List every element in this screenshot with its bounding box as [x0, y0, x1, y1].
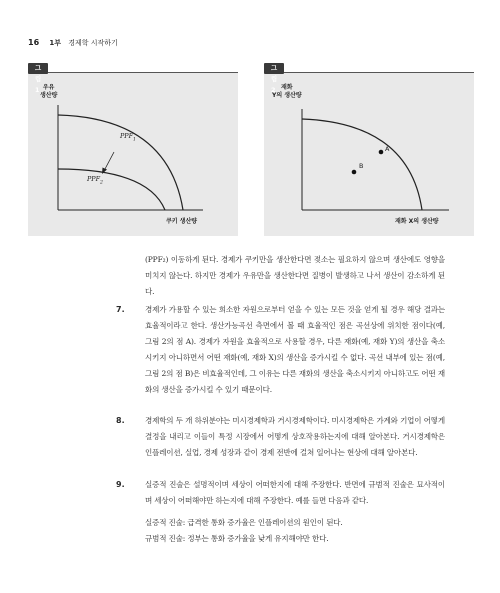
page-number: 16: [28, 38, 40, 47]
item-text: 경제가 가용할 수 있는 희소한 자원으로부터 얻을 수 있는 모든 것을 얻게 될 경우 해당 결과는 효율적이라고 한다. 생산가능곡선 측면에서 볼 때 효율적인 점은 곡선상에 위치한 점이다(예, 그림 2의 점 A). 경제가 자원을 효율적으로 사용할 경우, 다른 재화(예, 재화 Y)의 생산을 축소시키지 아니하면서 어떤 재화(예, 재화 X)의 생산을 증가시킬 수 없다. 곡선 내부에 있는 점(예, 그림 2의 점 B)은 비효율적인데, 그 이유는 다른 재화의 생산을 축소시키지 아니하고도 어떤 재화의 생산을 증가시킬 수 있기 때문이다.: [145, 305, 445, 394]
ppf2-curve: [58, 169, 165, 210]
y-title-line2: Y의 생산량: [272, 92, 302, 99]
part-label: 1부: [49, 39, 62, 47]
point-a-dot: [379, 150, 384, 155]
figure-2-box: [264, 72, 474, 236]
item-number: 8.: [116, 416, 125, 425]
intro-paragraph: (PPF₂) 이동하게 된다. 경제가 쿠키만을 생산한다면 젖소는 필요하지 않으며 생산에도 영향을 미치지 않는다. 하지만 경제가 우유만을 생산한다면 질병이 발생하고 나서 생산이 감소하게 된다.: [145, 255, 445, 296]
item-number: 9.: [116, 480, 125, 489]
point-a-label: A: [385, 145, 390, 153]
figure-1-box: [28, 72, 238, 236]
figure-2-x-title: 재화 X의 생산량: [395, 218, 439, 225]
item-text: 실증적 진술은 설명적이며 세상이 어떠한지에 대해 주장한다. 반면에 규범적 진술은 묘사적이며 세상이 어떠해야만 하는지에 대해 주장한다. 예를 들면 다음과 같다.: [145, 480, 445, 505]
ppf1-label: $PPF_1$: [120, 132, 136, 143]
page-header: [28, 38, 118, 48]
figure-1-y-title: [40, 84, 57, 100]
shift-arrow-line: [105, 152, 114, 169]
chapter-title: 경제학 시작하기: [68, 39, 118, 47]
figure-2-tag: 그림 2: [264, 63, 284, 74]
y-title-line2: 생산량: [40, 92, 58, 99]
item-text-block: [145, 477, 445, 547]
figure-1-tag: 그림 1: [28, 63, 48, 74]
y-title-line1: 재화: [281, 84, 293, 91]
item-number: 7.: [116, 305, 125, 314]
figure-1-chart: [28, 73, 238, 236]
figure-2-y-title: [272, 84, 302, 100]
figure-1-x-title: 쿠키 생산량: [166, 218, 198, 225]
ppf1-curve: [58, 115, 183, 210]
point-b-dot: [352, 170, 357, 175]
positive-statement: 실증적 진술: 급격한 통화 증가율은 인플레이션의 원인이 된다.: [145, 518, 343, 527]
point-b-label: B: [359, 162, 364, 170]
normative-statement: 규범적 진술: 정부는 통화 증가율을 낮게 유지해야만 한다.: [145, 534, 329, 543]
y-title-line1: 우유: [42, 84, 55, 91]
ppf2-label: $PPF_2$: [87, 175, 103, 186]
item-text: 경제학의 두 개 하위분야는 미시경제학과 거시경제학이다. 미시경제학은 가계와 기업이 어떻게 결정을 내리고 이들이 특정 시장에서 어떻게 상호작용하는지에 대해 알아본다. 거시경제학은 인플레이션, 실업, 경제 성장과 같이 경제 전반에 걸쳐 일어나는 현상에 대해 알아본다.: [145, 416, 445, 457]
